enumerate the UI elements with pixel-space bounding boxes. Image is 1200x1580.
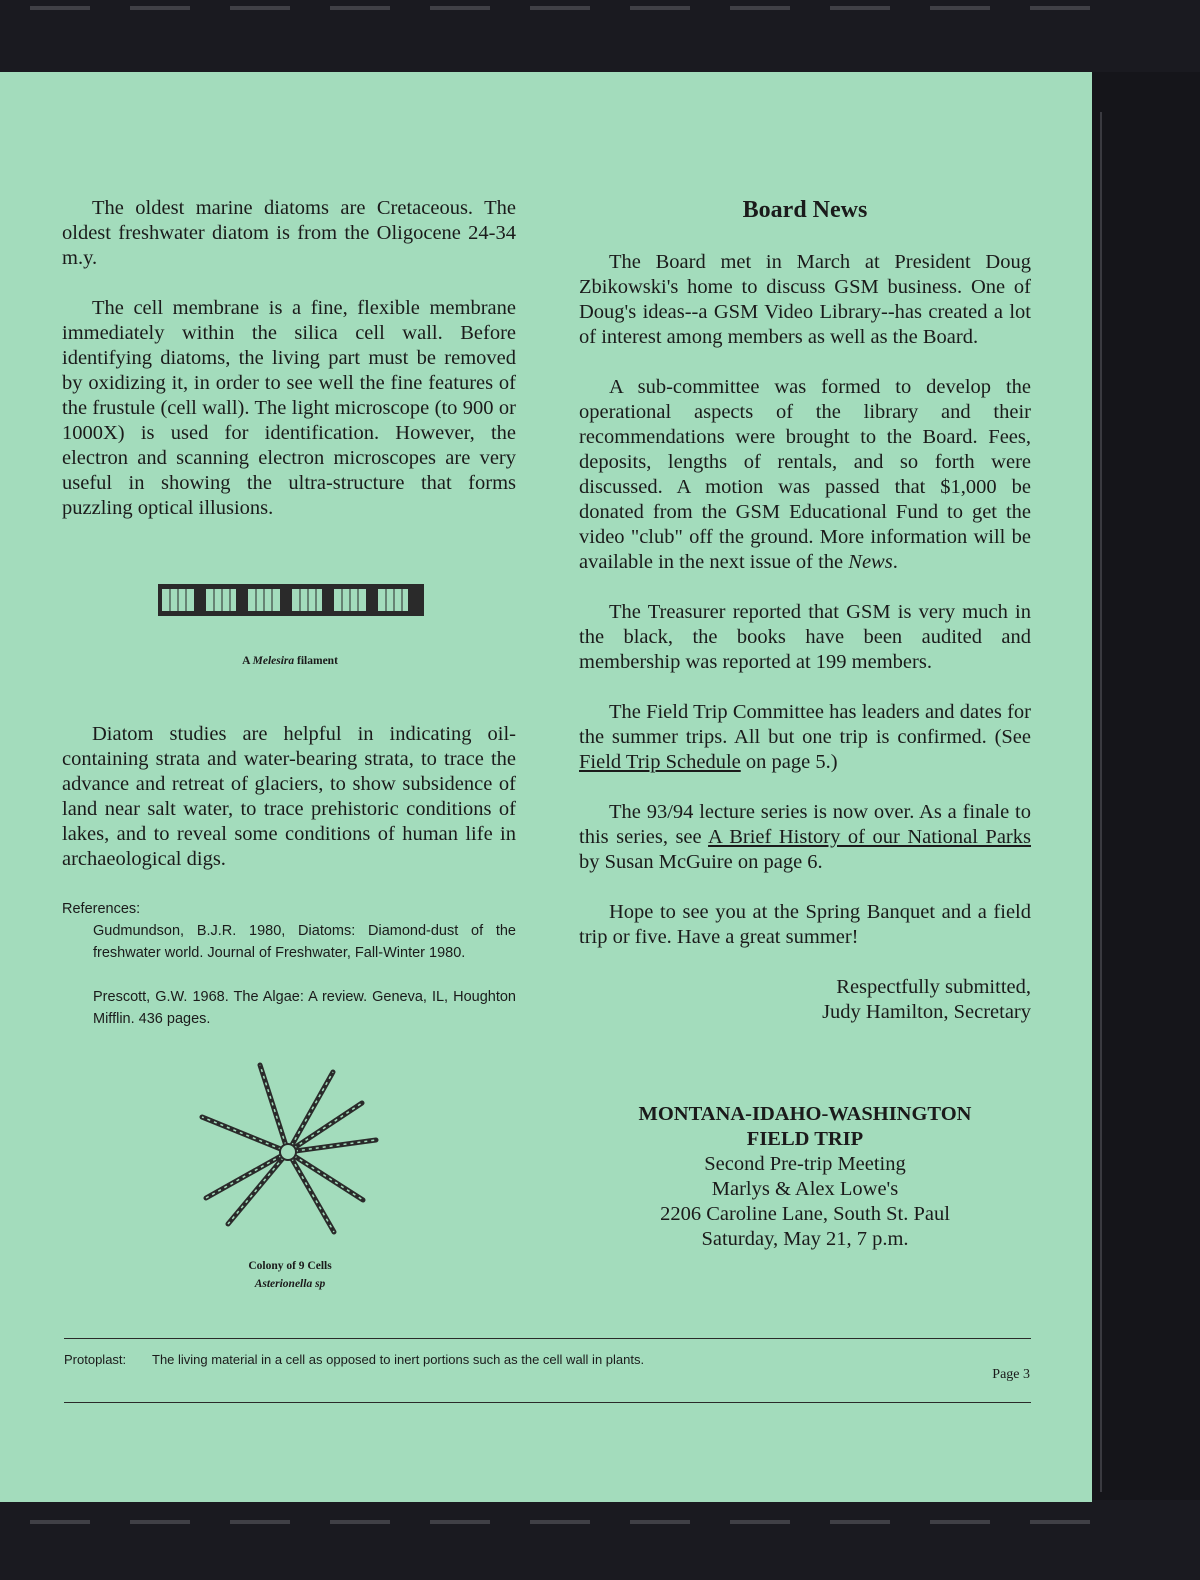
text-segment: on page 5.) [745,751,838,773]
caption-suffix: filament [297,655,338,667]
paragraph-sub-committee [579,375,1031,575]
caption-genus: Melesira [252,655,295,667]
notice-title-line2: FIELD TRIP [746,1128,864,1150]
notice-line: Marlys & Alex Lowe's [711,1178,899,1200]
news-italic: News [848,551,893,573]
paragraph-diatom-studies: Diatom studies are helpful in indicating oil-containing strata and water-bearing strata, to trace the advance and retreat of glaciers, to show subsidence of land near salt water, to trace prehistoric conditions of lakes, and to reveal some conditions of human life in archaeological digs. [62,723,516,870]
caption-line1: Colony of 9 Cells [248,1260,332,1272]
references-section [62,898,516,1030]
footer-top-rule [64,1338,1031,1339]
caption-prefix: A [242,655,250,667]
paragraph-cell-membrane: The cell membrane is a fine, flexible membrane immediately within the silica cell wall. Before identifying diatoms, the living part must be removed by oxidizing it, in order to see well the fine features of the frustule (cell wall). The light microscope (to 900 or 1000X) is used for identification. However, the electron and scanning electron microscopes are very useful in showing the ultra-structure that forms puzzling optical illusions. [62,297,516,519]
page-number: Page 3 [992,1367,1030,1382]
scanner-right-border [1092,72,1200,1502]
text-segment: A sub-committee was formed to develop the operational aspects of the library and their recommendations were brought to the Board. Fees, deposits, lengths of rentals, and so forth were discussed. A motion was passed that $1,000 be donated from the GSM Educational Fund to get the video "club" off the ground. More information will be available in the next issue of the [579,376,1031,573]
notice-line: Second Pre-trip Meeting [704,1153,906,1175]
text-segment: . [892,551,898,573]
melosira-caption [190,655,390,667]
signature-line: Respectfully submitted, [836,976,1031,998]
caption-line2: Asterionella sp [254,1278,326,1290]
paragraph-closing: Hope to see you at the Spring Banquet and a field trip or five. Have a great summer! [579,901,1031,948]
asterionella-colony-figure [196,1062,381,1237]
reference-entry: Gudmundson, B.J.R. 1980, Diatoms: Diamond-dust of the freshwater world. Journal of Freshwater, Fall-Winter 1980. [93,923,516,961]
text-segment: The Field Trip Committee has leaders and dates for the summer trips. All but one trip is confirmed. (See [579,701,1031,748]
signature-name: Judy Hamilton, Secretary [822,1001,1031,1023]
paragraph-diatom-age: The oldest marine diatoms are Cretaceous. The oldest freshwater diatom is from the Oligocene 24-34 m.y. [62,197,516,269]
notice-line: Saturday, May 21, 7 p.m. [701,1228,909,1250]
top-edge-marks [30,6,1110,10]
asterionella-caption [190,1257,390,1293]
notice-title-line1: MONTANA-IDAHO-WASHINGTON [638,1103,972,1125]
national-parks-link[interactable]: A Brief History of our National Parks [708,826,1031,848]
field-trip-notice [579,1102,1031,1252]
paragraph-board-meeting: The Board met in March at President Doug Zbikowski's home to discuss GSM business. One of Doug's ideas--a GSM Video Library--has created a lot of interest among members as well as the Board. [579,251,1031,348]
footnote-term: Protoplast: [64,1352,127,1367]
left-column [62,196,516,521]
footnote-definition: The living material in a cell as opposed to inert portions such as the cell wall in plants. [152,1352,645,1367]
melosira-filament-figure [156,580,426,620]
scanner-bottom-border [0,1500,1200,1580]
field-trip-schedule-link[interactable]: Field Trip Schedule [579,751,741,773]
scanner-top-border [0,0,1200,72]
right-column [579,196,1031,1025]
reference-entry: Prescott, G.W. 1968. The Algae: A review. Geneva, IL, Houghton Mifflin. 436 pages. [93,989,516,1027]
newsletter-page [0,72,1092,1502]
paragraph-lecture-series [579,800,1031,875]
references-heading: References: [62,901,141,917]
footnote [64,1352,644,1367]
text-segment: The 93/94 lecture series is now over. As a finale to this series, see [579,801,1031,848]
board-news-title: Board News [742,197,868,223]
text-segment: by Susan McGuire on page 6. [579,851,823,873]
footer-bottom-rule [64,1402,1031,1403]
notice-line: 2206 Caroline Lane, South St. Paul [660,1203,950,1225]
left-column-lower [62,722,516,872]
bottom-edge-marks [30,1520,1110,1524]
paragraph-field-trip-committee [579,700,1031,775]
border-line [1100,112,1102,1492]
paragraph-treasurer: The Treasurer reported that GSM is very much in the black, the books have been audited and membership was reported at 199 members. [579,601,1031,673]
